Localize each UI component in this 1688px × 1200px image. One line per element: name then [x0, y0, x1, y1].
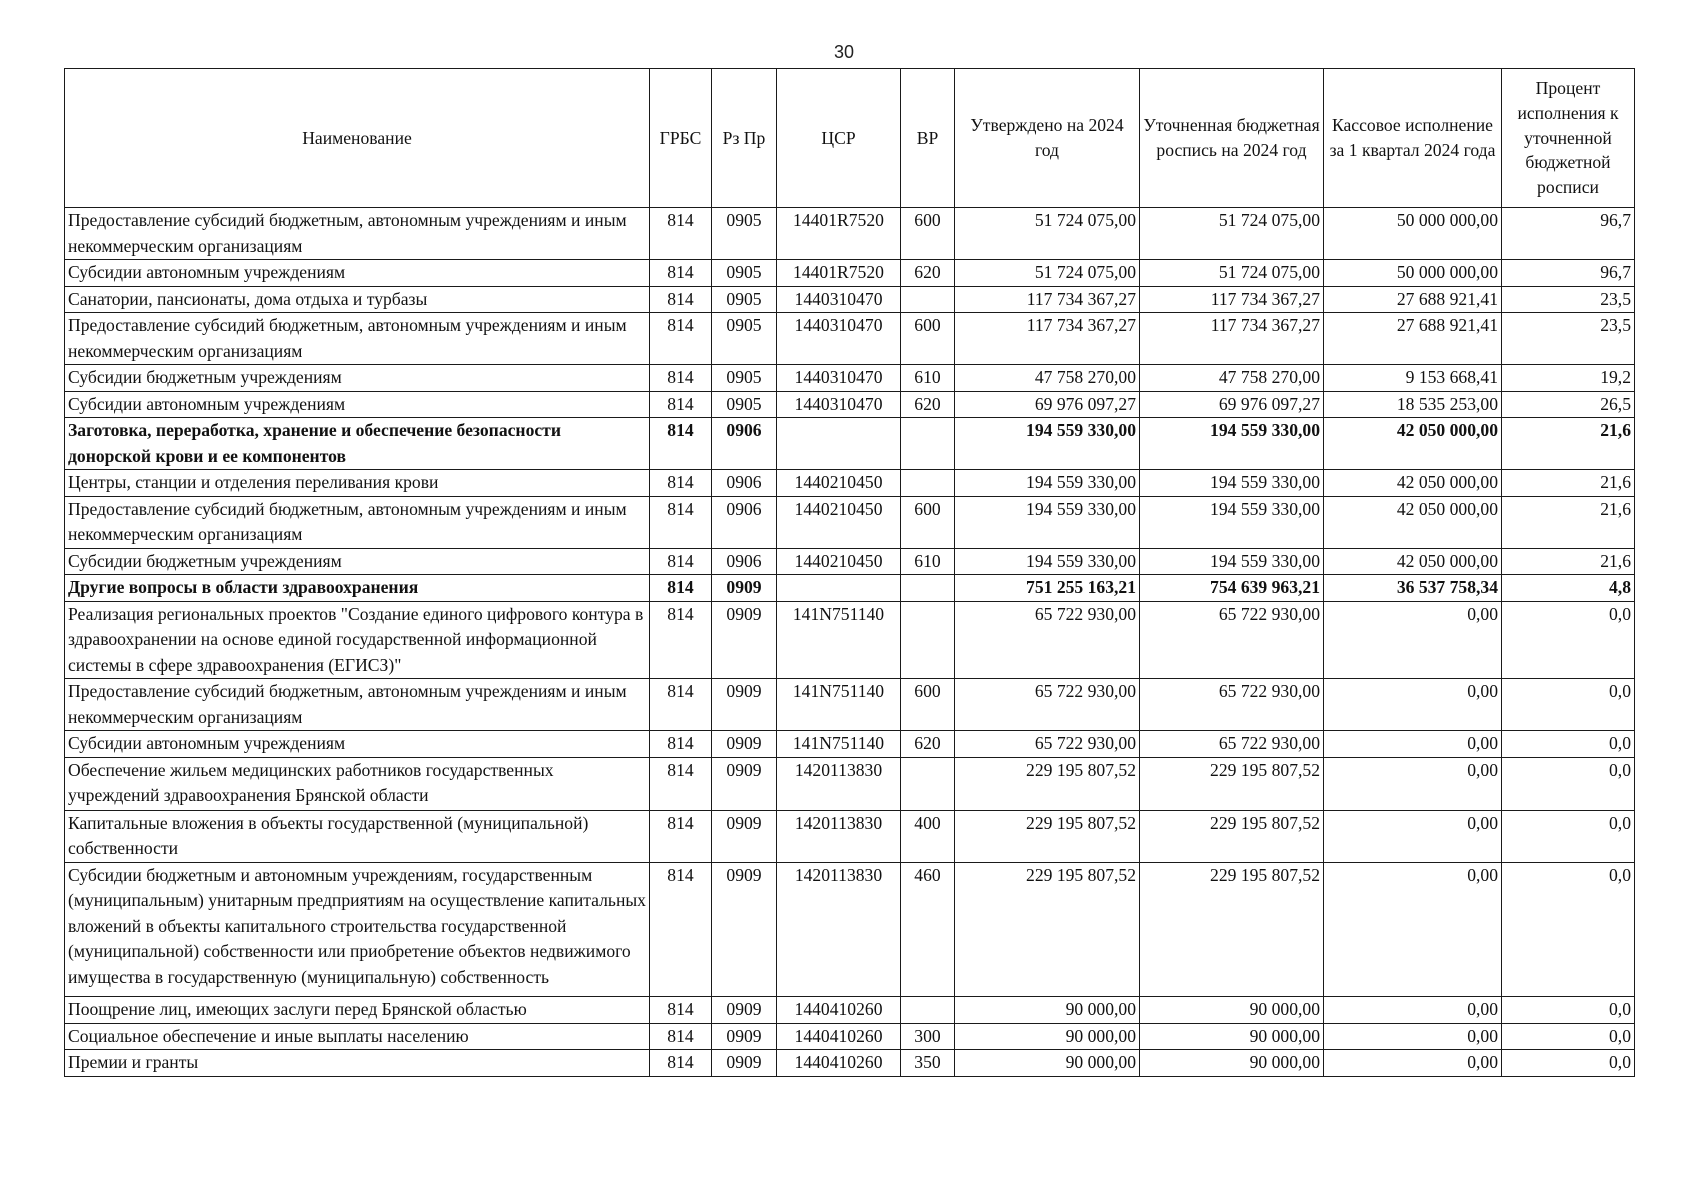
cell-percent: 0,0 [1502, 997, 1635, 1024]
table-row [65, 601, 1635, 679]
cell-cash: 0,00 [1324, 997, 1502, 1024]
table-body [65, 208, 1635, 1077]
cell-vr: 610 [901, 365, 955, 392]
table-row [65, 1023, 1635, 1050]
cell-vr: 600 [901, 313, 955, 365]
cell-approved: 194 559 330,00 [955, 496, 1140, 548]
cell-vr [901, 997, 955, 1024]
cell-vr: 610 [901, 548, 955, 575]
cell-cash: 0,00 [1324, 601, 1502, 679]
table-row [65, 391, 1635, 418]
cell-refined: 754 639 963,21 [1140, 575, 1324, 602]
cell-vr: 620 [901, 260, 955, 287]
cell-grbs: 814 [650, 418, 712, 470]
table-row [65, 260, 1635, 287]
cell-csr: 1440310470 [777, 365, 901, 392]
cell-cash: 27 688 921,41 [1324, 286, 1502, 313]
cell-refined: 69 976 097,27 [1140, 391, 1324, 418]
cell-approved: 229 195 807,52 [955, 810, 1140, 862]
cell-approved: 90 000,00 [955, 997, 1140, 1024]
cell-name: Предоставление субсидий бюджетным, автономным учреждениям и иным некоммерческим организациям [65, 496, 650, 548]
header-rzpr: Рз Пр [712, 69, 777, 208]
cell-csr: 1440310470 [777, 286, 901, 313]
cell-approved: 90 000,00 [955, 1050, 1140, 1077]
cell-grbs: 814 [650, 470, 712, 497]
cell-approved: 65 722 930,00 [955, 731, 1140, 758]
cell-vr: 300 [901, 1023, 955, 1050]
cell-grbs: 814 [650, 731, 712, 758]
cell-grbs: 814 [650, 601, 712, 679]
cell-rzpr: 0909 [712, 862, 777, 997]
cell-grbs: 814 [650, 810, 712, 862]
cell-name: Центры, станции и отделения переливания крови [65, 470, 650, 497]
cell-rzpr: 0906 [712, 418, 777, 470]
cell-rzpr: 0905 [712, 286, 777, 313]
cell-refined: 51 724 075,00 [1140, 208, 1324, 260]
header-grbs: ГРБС [650, 69, 712, 208]
cell-refined: 90 000,00 [1140, 997, 1324, 1024]
cell-percent: 0,0 [1502, 1023, 1635, 1050]
cell-percent: 23,5 [1502, 286, 1635, 313]
cell-approved: 90 000,00 [955, 1023, 1140, 1050]
cell-csr: 1420113830 [777, 757, 901, 810]
cell-refined: 90 000,00 [1140, 1050, 1324, 1077]
cell-approved: 751 255 163,21 [955, 575, 1140, 602]
cell-name: Субсидии автономным учреждениям [65, 391, 650, 418]
budget-table [64, 68, 1635, 1077]
cell-grbs: 814 [650, 862, 712, 997]
header-percent: Процент исполнения к уточненной бюджетной росписи [1502, 69, 1635, 208]
cell-grbs: 814 [650, 496, 712, 548]
cell-cash: 0,00 [1324, 757, 1502, 810]
cell-approved: 194 559 330,00 [955, 418, 1140, 470]
cell-refined: 117 734 367,27 [1140, 313, 1324, 365]
header-csr: ЦСР [777, 69, 901, 208]
table-row [65, 418, 1635, 470]
cell-approved: 117 734 367,27 [955, 286, 1140, 313]
cell-percent: 26,5 [1502, 391, 1635, 418]
cell-csr: 1440210450 [777, 496, 901, 548]
cell-grbs: 814 [650, 757, 712, 810]
cell-name: Социальное обеспечение и иные выплаты населению [65, 1023, 650, 1050]
cell-grbs: 814 [650, 260, 712, 287]
cell-rzpr: 0909 [712, 997, 777, 1024]
cell-csr: 1440210450 [777, 548, 901, 575]
cell-cash: 42 050 000,00 [1324, 496, 1502, 548]
header-approved: Утверждено на 2024 год [955, 69, 1140, 208]
table-row [65, 997, 1635, 1024]
cell-approved: 194 559 330,00 [955, 548, 1140, 575]
cell-cash: 0,00 [1324, 1050, 1502, 1077]
cell-rzpr: 0906 [712, 470, 777, 497]
cell-refined: 194 559 330,00 [1140, 496, 1324, 548]
cell-rzpr: 0905 [712, 260, 777, 287]
cell-grbs: 814 [650, 575, 712, 602]
cell-cash: 0,00 [1324, 1023, 1502, 1050]
cell-name: Другие вопросы в области здравоохранения [65, 575, 650, 602]
cell-csr: 1440210450 [777, 470, 901, 497]
cell-name: Субсидии бюджетным учреждениям [65, 548, 650, 575]
cell-percent: 0,0 [1502, 757, 1635, 810]
cell-percent: 21,6 [1502, 418, 1635, 470]
cell-percent: 96,7 [1502, 260, 1635, 287]
cell-approved: 229 195 807,52 [955, 862, 1140, 997]
cell-csr: 14401R7520 [777, 208, 901, 260]
cell-name: Субсидии бюджетным и автономным учреждениям, государственным (муниципальным) унитарным предприятиям на осуществление капитальных вложений в объекты капитального строительства государственной (муниципальной) собственности или приобретение объектов недвижимого имущества в государственную (муниципальную) собственность [65, 862, 650, 997]
cell-cash: 50 000 000,00 [1324, 260, 1502, 287]
cell-refined: 117 734 367,27 [1140, 286, 1324, 313]
cell-csr: 141N751140 [777, 601, 901, 679]
cell-rzpr: 0906 [712, 496, 777, 548]
cell-percent: 0,0 [1502, 731, 1635, 758]
cell-refined: 51 724 075,00 [1140, 260, 1324, 287]
cell-grbs: 814 [650, 365, 712, 392]
cell-approved: 47 758 270,00 [955, 365, 1140, 392]
cell-vr [901, 418, 955, 470]
cell-cash: 0,00 [1324, 810, 1502, 862]
cell-name: Предоставление субсидий бюджетным, автономным учреждениям и иным некоммерческим организациям [65, 313, 650, 365]
cell-percent: 96,7 [1502, 208, 1635, 260]
cell-cash: 50 000 000,00 [1324, 208, 1502, 260]
cell-rzpr: 0909 [712, 1023, 777, 1050]
cell-percent: 0,0 [1502, 1050, 1635, 1077]
cell-name: Премии и гранты [65, 1050, 650, 1077]
cell-csr: 14401R7520 [777, 260, 901, 287]
cell-approved: 51 724 075,00 [955, 208, 1140, 260]
cell-name: Субсидии бюджетным учреждениям [65, 365, 650, 392]
table-row [65, 496, 1635, 548]
table-row [65, 313, 1635, 365]
cell-cash: 9 153 668,41 [1324, 365, 1502, 392]
cell-refined: 194 559 330,00 [1140, 418, 1324, 470]
cell-grbs: 814 [650, 548, 712, 575]
cell-percent: 4,8 [1502, 575, 1635, 602]
cell-grbs: 814 [650, 208, 712, 260]
cell-rzpr: 0909 [712, 679, 777, 731]
cell-name: Субсидии автономным учреждениям [65, 260, 650, 287]
cell-vr [901, 601, 955, 679]
table-row [65, 757, 1635, 810]
cell-csr [777, 575, 901, 602]
header-cash: Кассовое исполнение за 1 квартал 2024 года [1324, 69, 1502, 208]
table-row [65, 548, 1635, 575]
cell-name: Предоставление субсидий бюджетным, автономным учреждениям и иным некоммерческим организациям [65, 208, 650, 260]
cell-vr: 600 [901, 208, 955, 260]
table-row [65, 365, 1635, 392]
table-row [65, 810, 1635, 862]
cell-name: Заготовка, переработка, хранение и обеспечение безопасности донорской крови и ее компонентов [65, 418, 650, 470]
cell-rzpr: 0909 [712, 1050, 777, 1077]
cell-cash: 42 050 000,00 [1324, 418, 1502, 470]
cell-refined: 229 195 807,52 [1140, 810, 1324, 862]
cell-refined: 194 559 330,00 [1140, 548, 1324, 575]
table-row [65, 731, 1635, 758]
cell-vr [901, 575, 955, 602]
cell-vr [901, 757, 955, 810]
cell-csr: 1440310470 [777, 313, 901, 365]
cell-refined: 65 722 930,00 [1140, 601, 1324, 679]
cell-grbs: 814 [650, 286, 712, 313]
cell-rzpr: 0905 [712, 391, 777, 418]
cell-refined: 65 722 930,00 [1140, 679, 1324, 731]
table-row [65, 862, 1635, 997]
table-row [65, 208, 1635, 260]
cell-name: Санатории, пансионаты, дома отдыха и турбазы [65, 286, 650, 313]
cell-vr: 350 [901, 1050, 955, 1077]
cell-percent: 19,2 [1502, 365, 1635, 392]
cell-refined: 229 195 807,52 [1140, 757, 1324, 810]
cell-approved: 65 722 930,00 [955, 601, 1140, 679]
cell-rzpr: 0909 [712, 575, 777, 602]
table-header-row [65, 69, 1635, 208]
cell-csr: 141N751140 [777, 731, 901, 758]
cell-percent: 21,6 [1502, 470, 1635, 497]
cell-name: Капитальные вложения в объекты государственной (муниципальной) собственности [65, 810, 650, 862]
cell-percent: 21,6 [1502, 548, 1635, 575]
table-row [65, 1050, 1635, 1077]
cell-refined: 194 559 330,00 [1140, 470, 1324, 497]
cell-percent: 0,0 [1502, 810, 1635, 862]
table-row [65, 575, 1635, 602]
cell-refined: 65 722 930,00 [1140, 731, 1324, 758]
cell-cash: 0,00 [1324, 731, 1502, 758]
cell-name: Обеспечение жильем медицинских работников государственных учреждений здравоохранения Брянской области [65, 757, 650, 810]
cell-approved: 229 195 807,52 [955, 757, 1140, 810]
cell-grbs: 814 [650, 997, 712, 1024]
cell-approved: 117 734 367,27 [955, 313, 1140, 365]
cell-cash: 0,00 [1324, 862, 1502, 997]
table-row [65, 286, 1635, 313]
header-refined: Уточненная бюджетная роспись на 2024 год [1140, 69, 1324, 208]
header-name: Наименование [65, 69, 650, 208]
cell-refined: 90 000,00 [1140, 1023, 1324, 1050]
cell-csr: 1440410260 [777, 1023, 901, 1050]
cell-rzpr: 0909 [712, 601, 777, 679]
cell-vr: 600 [901, 679, 955, 731]
cell-vr [901, 470, 955, 497]
header-vr: ВР [901, 69, 955, 208]
cell-vr [901, 286, 955, 313]
table-row [65, 470, 1635, 497]
cell-percent: 21,6 [1502, 496, 1635, 548]
cell-grbs: 814 [650, 1023, 712, 1050]
cell-approved: 65 722 930,00 [955, 679, 1140, 731]
cell-rzpr: 0909 [712, 731, 777, 758]
cell-csr: 1440410260 [777, 997, 901, 1024]
cell-csr: 1440410260 [777, 1050, 901, 1077]
cell-name: Предоставление субсидий бюджетным, автономным учреждениям и иным некоммерческим организациям [65, 679, 650, 731]
cell-percent: 0,0 [1502, 679, 1635, 731]
cell-refined: 47 758 270,00 [1140, 365, 1324, 392]
cell-csr: 1420113830 [777, 862, 901, 997]
cell-grbs: 814 [650, 1050, 712, 1077]
cell-vr: 600 [901, 496, 955, 548]
cell-grbs: 814 [650, 313, 712, 365]
cell-csr: 141N751140 [777, 679, 901, 731]
cell-name: Субсидии автономным учреждениям [65, 731, 650, 758]
cell-name: Поощрение лиц, имеющих заслуги перед Брянской областью [65, 997, 650, 1024]
cell-rzpr: 0905 [712, 208, 777, 260]
cell-rzpr: 0909 [712, 757, 777, 810]
cell-percent: 0,0 [1502, 862, 1635, 997]
page-number: 30 [833, 42, 855, 62]
cell-vr: 460 [901, 862, 955, 997]
cell-csr [777, 418, 901, 470]
cell-refined: 229 195 807,52 [1140, 862, 1324, 997]
cell-rzpr: 0906 [712, 548, 777, 575]
cell-approved: 51 724 075,00 [955, 260, 1140, 287]
cell-vr: 620 [901, 731, 955, 758]
cell-cash: 42 050 000,00 [1324, 548, 1502, 575]
cell-rzpr: 0909 [712, 810, 777, 862]
cell-cash: 18 535 253,00 [1324, 391, 1502, 418]
cell-name: Реализация региональных проектов "Создание единого цифрового контура в здравоохранении на основе единой государственной информационной системы в сфере здравоохранения (ЕГИСЗ)" [65, 601, 650, 679]
table-row [65, 679, 1635, 731]
cell-percent: 23,5 [1502, 313, 1635, 365]
cell-vr: 620 [901, 391, 955, 418]
cell-cash: 0,00 [1324, 679, 1502, 731]
cell-rzpr: 0905 [712, 365, 777, 392]
cell-csr: 1420113830 [777, 810, 901, 862]
cell-cash: 42 050 000,00 [1324, 470, 1502, 497]
cell-csr: 1440310470 [777, 391, 901, 418]
cell-grbs: 814 [650, 679, 712, 731]
cell-cash: 36 537 758,34 [1324, 575, 1502, 602]
cell-approved: 69 976 097,27 [955, 391, 1140, 418]
cell-percent: 0,0 [1502, 601, 1635, 679]
cell-rzpr: 0905 [712, 313, 777, 365]
cell-vr: 400 [901, 810, 955, 862]
cell-approved: 194 559 330,00 [955, 470, 1140, 497]
cell-grbs: 814 [650, 391, 712, 418]
cell-cash: 27 688 921,41 [1324, 313, 1502, 365]
